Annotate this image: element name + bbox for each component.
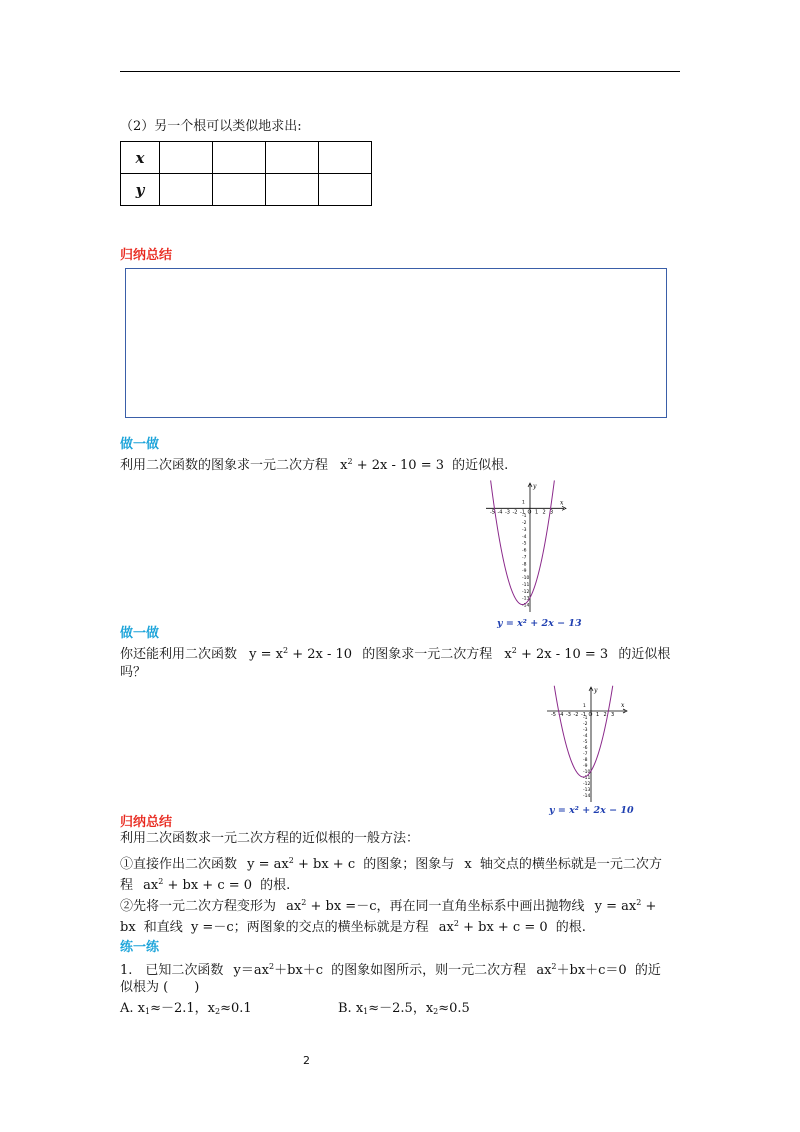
m1-func-2: + bx + c — [297, 857, 356, 872]
y-axis-label: y — [533, 483, 537, 490]
x-tick-label: 2 — [603, 712, 607, 718]
optB-end: ≈0.5 — [438, 1001, 470, 1016]
x-tick-label: -3 — [566, 712, 571, 718]
do2-eq-sup: 2 — [511, 646, 517, 655]
y-tick-label: -9 — [522, 569, 527, 575]
x-tick-label: 2 — [542, 509, 546, 516]
summary-heading-1: 归纳总结 — [120, 248, 173, 263]
x-tick-label: -3 — [505, 509, 510, 516]
optA-sub1: 1 — [144, 1007, 151, 1016]
page-number: 2 — [303, 1054, 310, 1067]
x-tick-label: -2 — [512, 509, 518, 516]
y-tick-label: -12 — [522, 589, 530, 595]
do2-text-c: 的近似根 — [618, 647, 671, 662]
row-label-x: x — [121, 142, 160, 174]
x-tick-label: 3 — [550, 509, 554, 516]
m1-text-a: ①直接作出二次函数 — [120, 857, 238, 872]
x-axis-label: x — [621, 702, 625, 709]
x-axis-label: x — [560, 499, 564, 507]
optA-mid: ≈－2.1，x — [150, 1001, 215, 1016]
y-tick-label: 1 — [583, 704, 586, 709]
table-cell[interactable] — [319, 174, 372, 206]
y-tick-label: -4 — [583, 734, 588, 739]
method2-line1 — [120, 894, 656, 916]
x-tick-label: O — [527, 509, 532, 516]
optA-pre: A. x — [120, 1001, 145, 1016]
m2-line-eq: y =－c — [190, 920, 234, 935]
m2-text-e: 的根. — [555, 920, 586, 935]
m2-q-1: ax — [438, 920, 454, 935]
y-tick-label: -8 — [583, 758, 588, 763]
optB-sub2: 2 — [433, 1007, 439, 1016]
do1-text-a: 利用二次函数的图象求一元二次方程 — [120, 458, 329, 473]
header-rule — [120, 71, 680, 72]
m1-text-f: 的根. — [260, 878, 291, 893]
q1-text-b: 的图象如图所示，则一元二次方程 — [331, 963, 527, 978]
y-tick-label: -7 — [522, 555, 527, 561]
method2-line2 — [120, 915, 586, 937]
m2-text-b: bx — [120, 920, 136, 935]
do2-text-a: 你还能利用二次函数 — [120, 647, 238, 662]
method1-line1 — [120, 852, 662, 874]
y-tick-label: -14 — [583, 794, 591, 799]
table-cell[interactable] — [160, 174, 213, 206]
table-cell[interactable] — [213, 174, 266, 206]
x-tick-label: 1 — [596, 712, 600, 718]
m2-text-d: ；两图象的交点的横坐标就是方程 — [233, 920, 429, 935]
y-tick-label: -12 — [583, 782, 591, 787]
q1-eq-2: ＋bx＋c＝0 — [556, 963, 627, 978]
table-cell[interactable] — [319, 142, 372, 174]
y-tick-label: -7 — [583, 752, 588, 757]
y-tick-label: -2 — [522, 521, 527, 527]
q1-text-c: 的近 — [634, 963, 661, 978]
parabola-graph-1 — [482, 480, 574, 614]
do1-text-b: 的近似根. — [452, 458, 509, 473]
do2-text-d: 吗？ — [120, 665, 147, 680]
do2-eq-rest: + 2x - 10 = 3 — [520, 647, 609, 662]
x-tick-label: -2 — [573, 712, 579, 718]
m2-parabola-2: + — [645, 899, 657, 914]
graph1-caption: y = x² + 2x − 13 — [497, 618, 582, 629]
y-tick-label: -3 — [583, 728, 588, 733]
x-tick-label: 3 — [611, 712, 615, 718]
m2-parabola-1: y = ax — [594, 899, 637, 914]
m2-eq-sup: 2 — [301, 898, 307, 907]
do1-eq-sup: 2 — [347, 457, 353, 466]
m1-eq-sup: 2 — [158, 877, 164, 886]
y-tick-label: -11 — [522, 582, 530, 588]
optA-end: ≈0.1 — [220, 1001, 252, 1016]
table-row — [121, 174, 372, 206]
m1-x: x — [464, 857, 472, 872]
y-tick-label: -11 — [583, 776, 591, 781]
table-cell[interactable] — [266, 174, 319, 206]
y-tick-label: -3 — [522, 527, 527, 533]
do-heading-2: 做一做 — [120, 626, 160, 641]
q1-text-a: 1. 已知二次函数 — [120, 963, 224, 978]
y-tick-label: -4 — [522, 534, 527, 540]
table-cell[interactable] — [160, 142, 213, 174]
value-table — [120, 141, 372, 206]
y-tick-label: -1 — [583, 716, 588, 721]
m1-text-b: 的图象；图象与 — [363, 857, 455, 872]
do2-func-b: + 2x - 10 — [292, 647, 353, 662]
table-cell[interactable] — [266, 142, 319, 174]
do2-func-a: y = x — [249, 647, 283, 662]
q1-text-d: 似根为 ( ) — [120, 980, 200, 995]
y-tick-label: -6 — [583, 746, 588, 751]
m2-eq-1: ax — [286, 899, 302, 914]
optB-pre: B. x — [338, 1001, 364, 1016]
m2-parabola-sup: 2 — [636, 898, 642, 907]
y-tick-label: -6 — [522, 548, 527, 554]
do-heading-1: 做一做 — [120, 437, 160, 452]
y-axis-label: y — [594, 687, 598, 694]
do2-question-line1 — [120, 642, 670, 664]
x-tick-label: O — [588, 712, 593, 718]
practice-q1-line1 — [120, 958, 661, 980]
x-tick-label: -4 — [497, 509, 503, 516]
practice-heading: 练一练 — [120, 940, 160, 955]
x-tick-label: -5 — [490, 509, 495, 516]
y-tick-label: -9 — [583, 764, 588, 769]
y-tick-label: -14 — [522, 603, 530, 609]
m2-q-2: + bx + c = 0 — [463, 920, 548, 935]
x-tick-label: -4 — [558, 712, 564, 718]
table-cell[interactable] — [213, 142, 266, 174]
summary-answer-box[interactable] — [125, 268, 667, 418]
option-b[interactable] — [338, 1000, 470, 1021]
y-tick-label: 1 — [522, 500, 525, 506]
m2-q-sup: 2 — [453, 919, 459, 928]
m1-eq-1: ax — [143, 878, 159, 893]
q1-func-2: ＋bx＋c — [274, 963, 324, 978]
do2-text-b: 的图象求一元二次方程 — [362, 647, 493, 662]
x-tick-label: -5 — [551, 712, 556, 718]
m1-eq-2: + bx + c = 0 — [167, 878, 253, 893]
x-tick-label: -1 — [581, 712, 586, 718]
do2-func-sup: 2 — [283, 646, 289, 655]
do1-question — [120, 453, 508, 475]
q1-func-1: y＝ax — [233, 963, 269, 978]
summary-heading-2: 归纳总结 — [120, 815, 173, 830]
y-tick-label: -13 — [583, 788, 591, 793]
table-row — [121, 142, 372, 174]
y-tick-label: -5 — [583, 740, 588, 745]
m2-eq-2: + bx =－c，再在同一直角坐标系中画出抛物线 — [310, 899, 585, 914]
graph2-caption: y = x² + 2x − 10 — [549, 805, 634, 816]
m1-text-d: 程 — [120, 878, 134, 893]
q1-eq-sup: 2 — [551, 962, 557, 971]
do2-eq-base: x — [504, 647, 512, 662]
y-tick-label: -13 — [522, 596, 530, 602]
row-label-y: y — [121, 174, 160, 206]
do1-eq-rest: + 2x - 10 = 3 — [356, 458, 444, 473]
m1-func-1: y = ax — [247, 857, 289, 872]
option-a[interactable] — [120, 1000, 252, 1021]
optA-sub2: 2 — [214, 1007, 221, 1016]
y-tick-label: -2 — [583, 722, 588, 727]
summary2-intro: 利用二次函数求一元二次方程的近似根的一般方法： — [120, 831, 420, 846]
x-tick-label: 1 — [535, 509, 539, 516]
y-tick-label: -10 — [522, 576, 530, 582]
method1-line2 — [120, 873, 290, 895]
m1-text-c: 轴交点的横坐标就是一元二次方 — [479, 857, 662, 872]
m2-text-c: 和直线 — [143, 920, 183, 935]
q1-func-sup: 2 — [268, 962, 275, 971]
optB-mid: ≈－2.5，x — [368, 1001, 434, 1016]
m1-func-sup: 2 — [288, 856, 294, 865]
y-tick-label: -1 — [522, 514, 527, 520]
parabola-graph-2 — [543, 684, 635, 804]
x-tick-label: -1 — [520, 509, 525, 516]
do1-eq-base: x — [340, 458, 348, 473]
optB-sub1: 1 — [363, 1007, 369, 1016]
part2-label: （2）另一个根可以类似地求出: — [120, 119, 302, 134]
y-tick-label: -5 — [522, 541, 527, 547]
m2-text-a: ②先将一元二次方程变形为 — [120, 899, 277, 914]
q1-eq-1: ax — [536, 963, 552, 978]
y-tick-label: -10 — [583, 770, 591, 775]
y-tick-label: -8 — [522, 562, 527, 568]
